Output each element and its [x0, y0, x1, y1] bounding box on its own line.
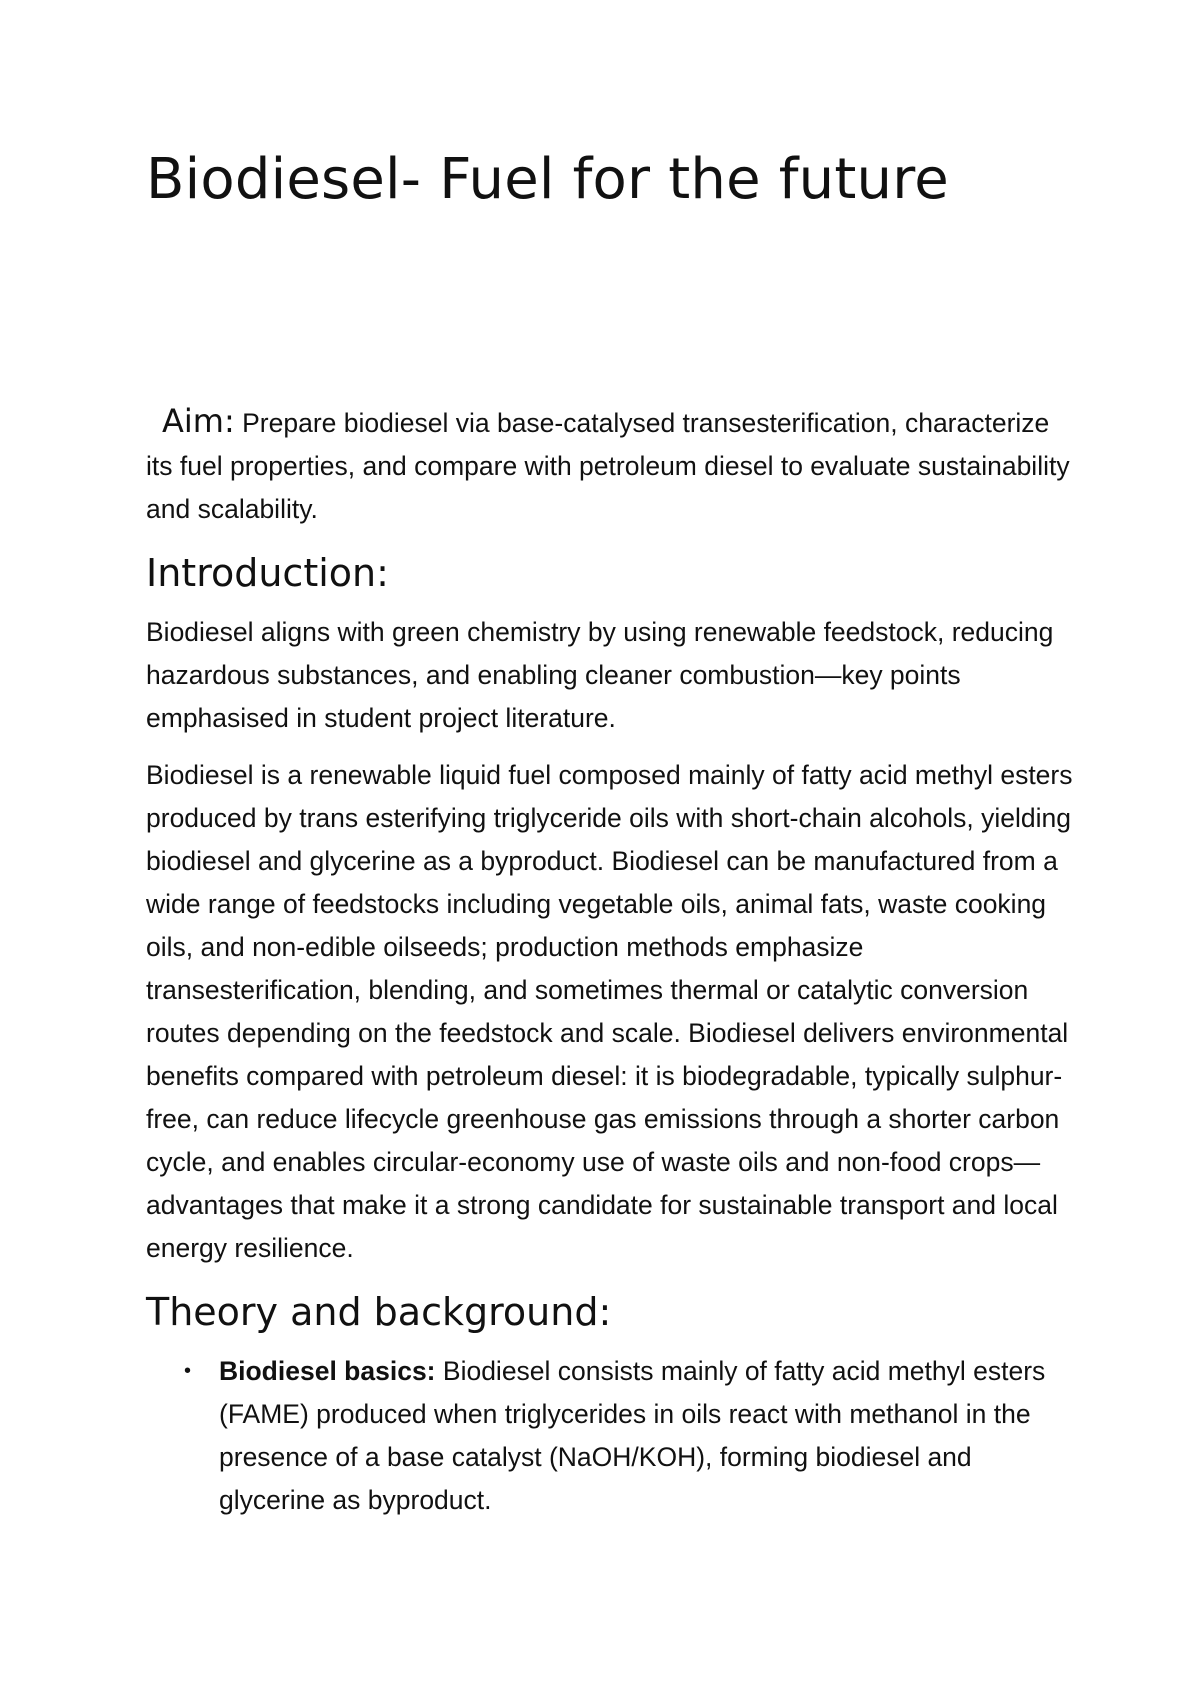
- introduction-paragraph-1: Biodiesel aligns with green chemistry by using renewable feedstock, reducing hazardous substances, and enabling cleaner combustion—key points emphasised in student project literature.: [146, 617, 1054, 733]
- document-body: [146, 140, 1076, 1522]
- aim-text: Prepare biodiesel via base-catalysed transesterification, characterize its fuel properties, and compare with petroleum diesel to evaluate sustainability and scalability.: [146, 408, 1070, 524]
- aim-label: Aim:: [162, 402, 235, 440]
- introduction-paragraph-2: Biodiesel is a renewable liquid fuel composed mainly of fatty acid methyl esters produced by trans esterifying triglyceride oils with short-chain alcohols, yielding biodiesel and glycerine as a byproduct. Biodiesel can be manufactured from a wide range of feedstocks including vegetable oils, animal fats, waste cooking oils, and non-edible oilseeds; production methods emphasize transesterification, blending, and sometimes thermal or catalytic conversion routes depending on the feedstock and scale. Biodiesel delivers environmental benefits compared with petroleum diesel: it is biodegradable, typically sulphur-free, can reduce lifecycle greenhouse gas emissions through a shorter carbon cycle, and enables circular-economy use of waste oils and non-food crops—advantages that make it a strong candidate for sustainable transport and local energy resilience.: [146, 760, 1073, 1263]
- aim-paragraph: [146, 400, 1076, 531]
- document-title: Biodiesel- Fuel for the future: [146, 147, 949, 212]
- list-item: [146, 1350, 1076, 1522]
- theory-bullet-list: [146, 1350, 1076, 1522]
- theory-heading: Theory and background:: [146, 1290, 612, 1334]
- bullet-term: Biodiesel basics:: [219, 1356, 436, 1386]
- introduction-heading: Introduction:: [146, 551, 389, 595]
- bullet-icon: •: [184, 1360, 192, 1382]
- bullet-text: Biodiesel consists mainly of fatty acid methyl esters (FAME) produced when triglycerides in oils react with methanol in the presence of a base catalyst (NaOH/KOH), forming biodiesel and glycerine as byproduct.: [219, 1356, 1046, 1515]
